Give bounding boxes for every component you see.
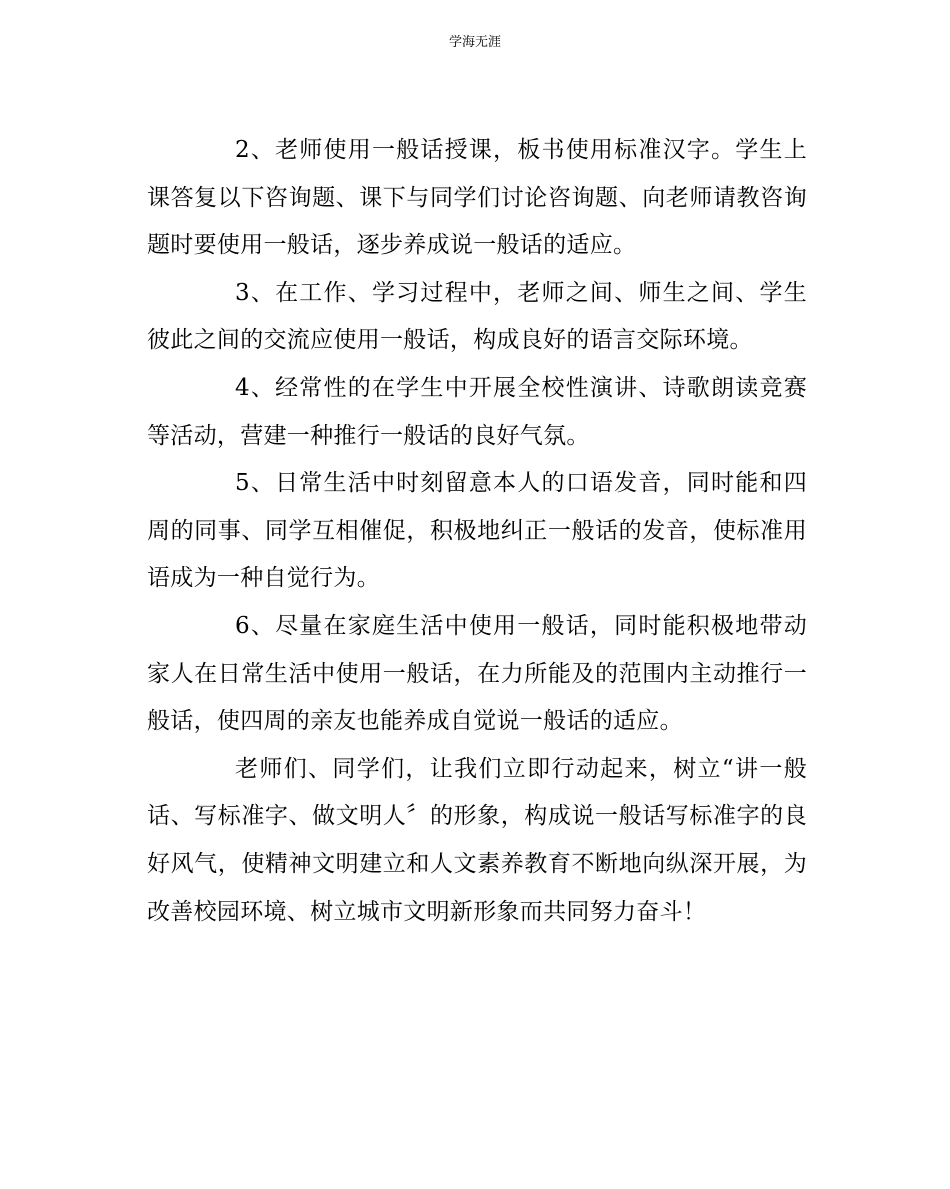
paragraph-item-5: 5、日常生活中时刻留意本人的口语发音，同时能和四周的同事、同学互相催促，积极地纠正一般话的发音，使标准用语成为一种自觉行为。 bbox=[147, 470, 807, 592]
closing-paragraph: 老师们、同学们，让我们立即行动起来，树立“讲一般话、写标准字、做文明人〞的形象，构成说一般话写标准字的良好风气，使精神文明建立和人文素养教育不断地向纵深开展，为改善校园环境、树立城市文明新形象而共同努力奋斗！ bbox=[147, 755, 807, 925]
paragraph-item-4: 4、经常性的在学生中开展全校性演讲、诗歌朗读竞赛等活动，营建一种推行一般话的良好气氛。 bbox=[147, 374, 807, 449]
paragraph-item-3: 3、在工作、学习过程中，老师之间、师生之间、学生彼此之间的交流应使用一般话，构成良好的语言交际环境。 bbox=[147, 279, 807, 354]
document-body bbox=[147, 127, 807, 936]
paragraph-item-2: 2、老师使用一般话授课，板书使用标准汉字。学生上课答复以下咨询题、课下与同学们讨论咨询题、向老师请教咨询题时要使用一般话，逐步养成说一般话的适应。 bbox=[147, 137, 807, 259]
page-header: 学海无涯 bbox=[448, 35, 501, 50]
paragraph-item-6: 6、尽量在家庭生活中使用一般话，同时能积极地带动家人在日常生活中使用一般话，在力所能及的范围内主动推行一般话，使四周的亲友也能养成自觉说一般话的适应。 bbox=[147, 612, 807, 735]
